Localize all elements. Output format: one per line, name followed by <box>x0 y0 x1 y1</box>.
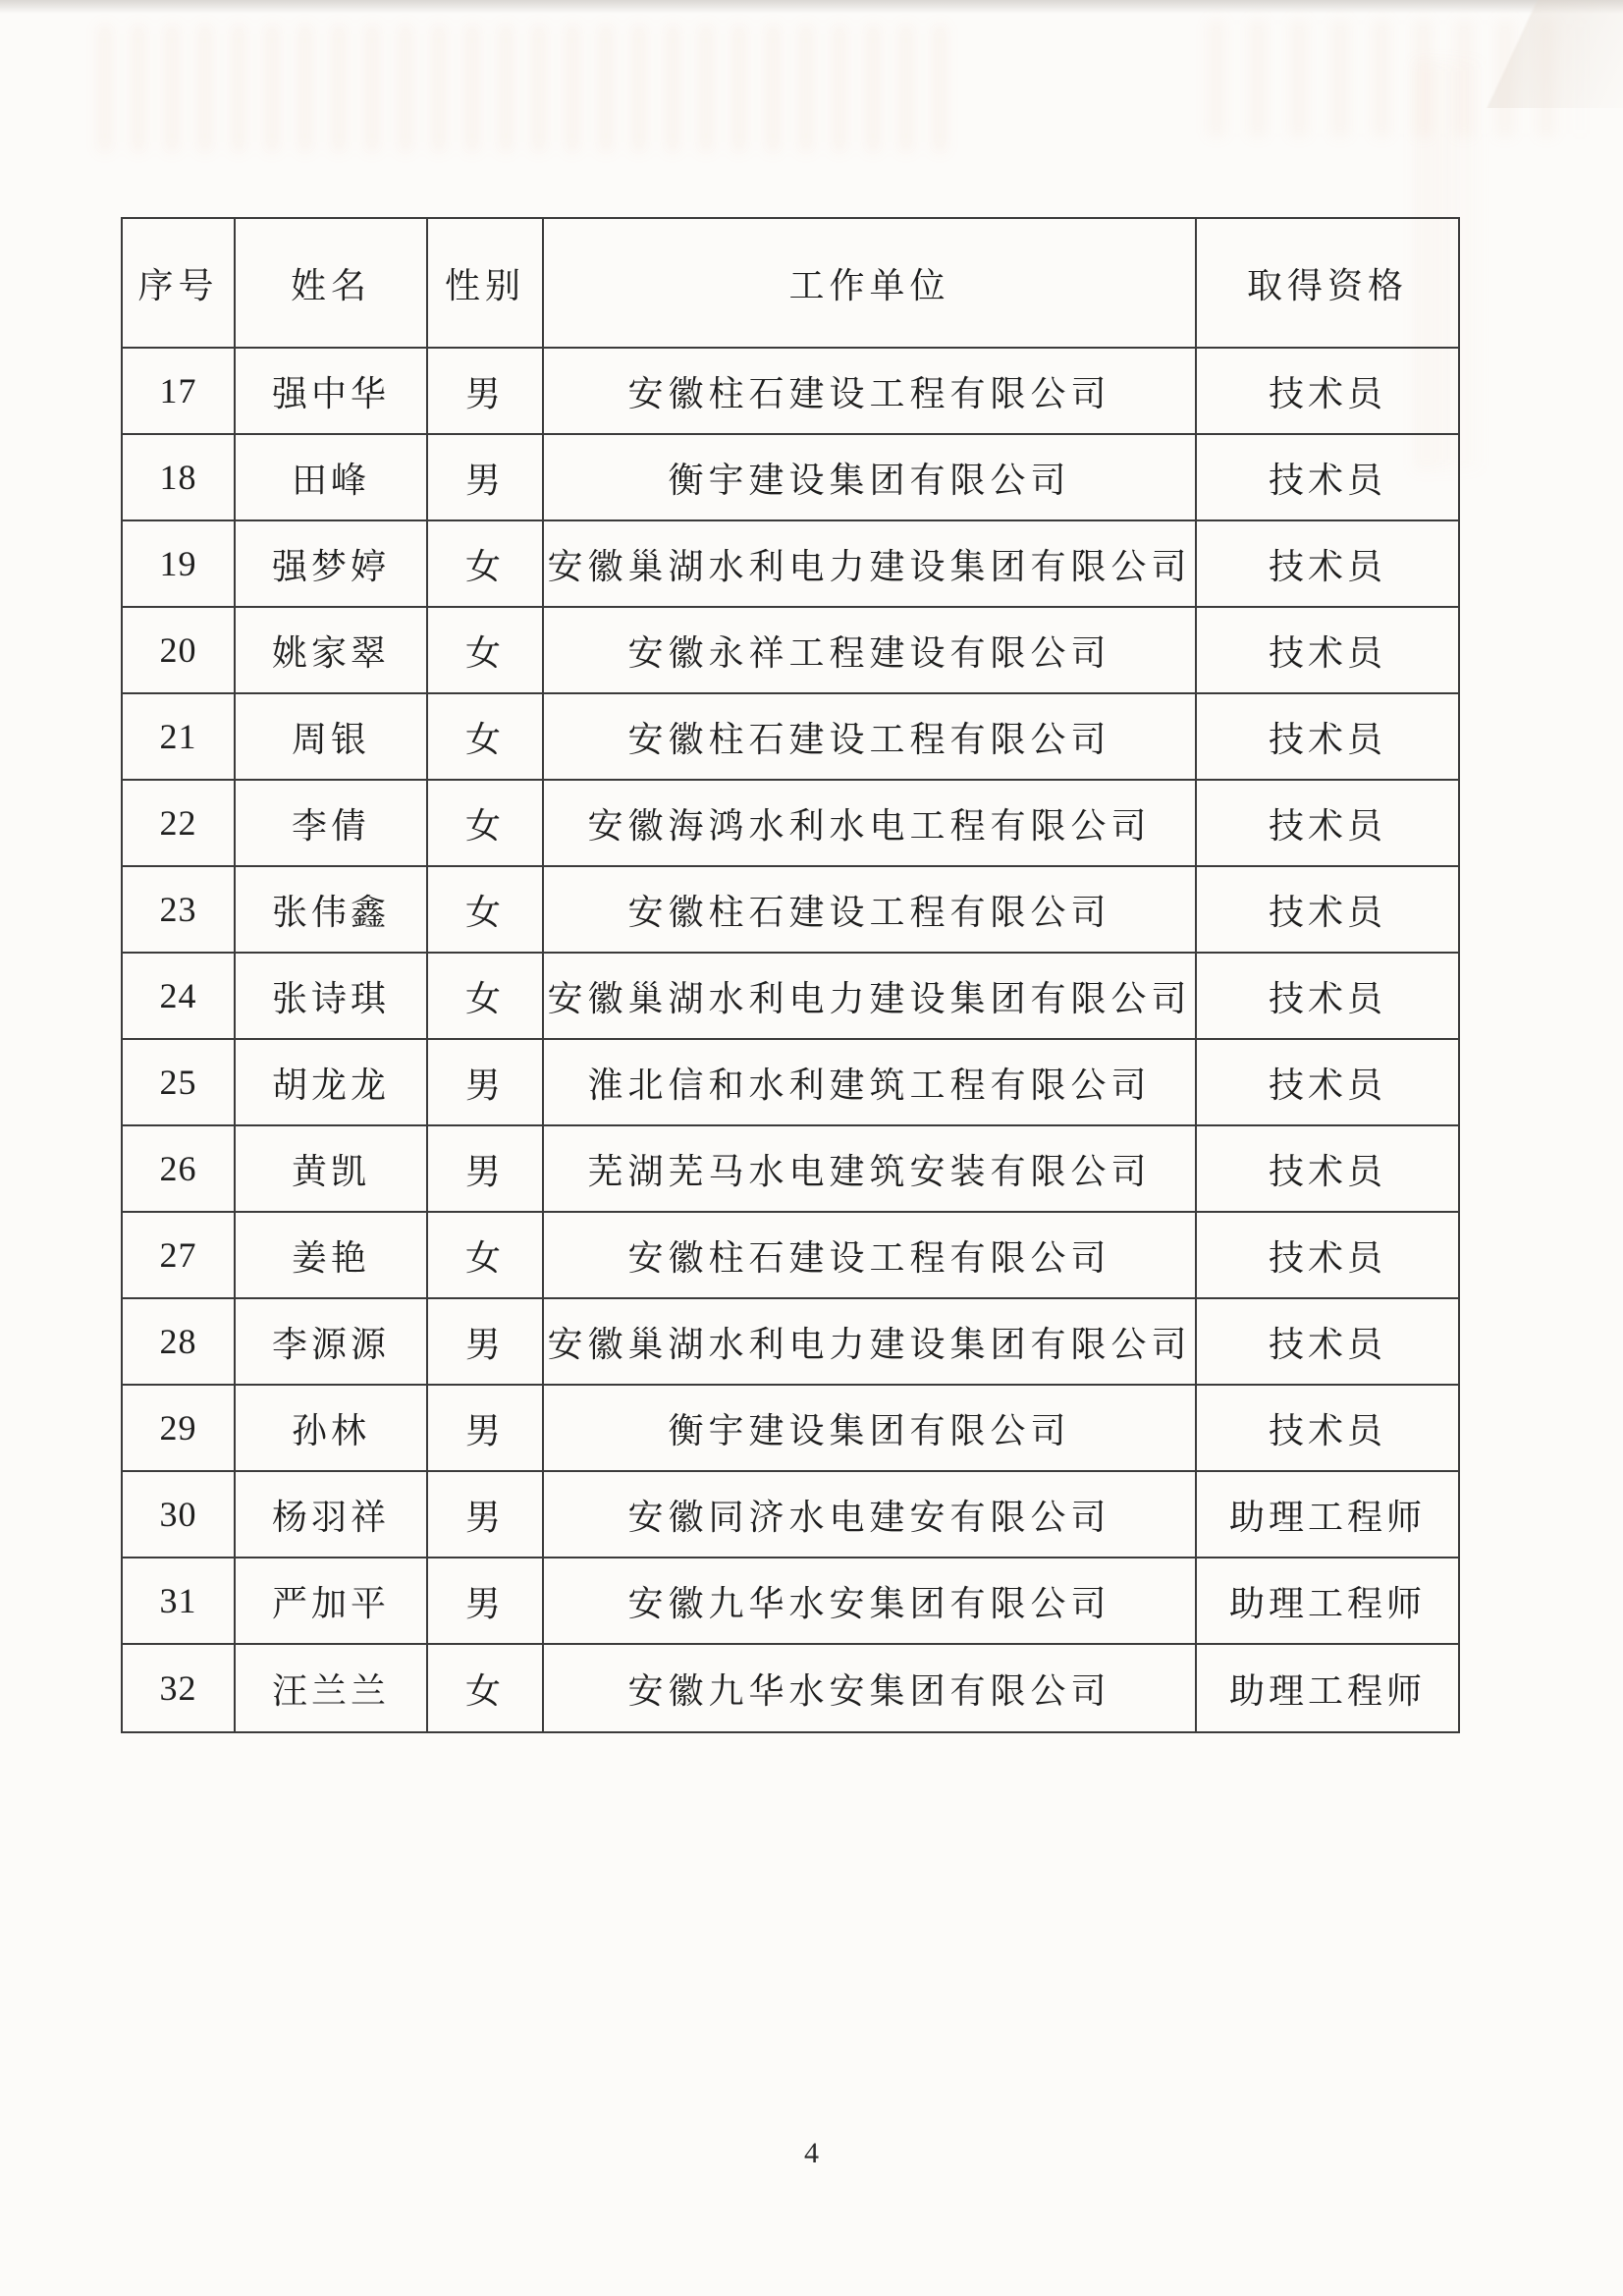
ink-bleedthrough-artifact <box>1208 20 1581 137</box>
table-row <box>123 867 1458 954</box>
cell-qualification: 技术员 <box>1197 781 1458 867</box>
cell-work-unit: 安徽巢湖水利电力建设集团有限公司 <box>544 1299 1197 1386</box>
cell-qualification: 技术员 <box>1197 349 1458 435</box>
cell-gender: 男 <box>428 1299 544 1386</box>
cell-gender: 男 <box>428 1558 544 1645</box>
cell-work-unit: 安徽柱石建设工程有限公司 <box>544 694 1197 781</box>
cell-serial-number: 25 <box>123 1040 236 1126</box>
cell-name: 杨羽祥 <box>236 1472 428 1558</box>
table-row <box>123 781 1458 867</box>
ink-bleedthrough-artifact <box>98 25 962 152</box>
header-serial-number: 序号 <box>123 219 236 349</box>
table-row <box>123 1645 1458 1731</box>
cell-name: 周银 <box>236 694 428 781</box>
cell-gender: 男 <box>428 1126 544 1213</box>
paper-corner-shade <box>1368 0 1623 108</box>
table-row <box>123 1126 1458 1213</box>
cell-name: 李倩 <box>236 781 428 867</box>
page-number: 4 <box>804 2137 819 2169</box>
header-work-unit: 工作单位 <box>544 219 1197 349</box>
cell-work-unit: 安徽海鸿水利水电工程有限公司 <box>544 781 1197 867</box>
cell-qualification: 助理工程师 <box>1228 1670 1426 1711</box>
cell-work-unit: 安徽永祥工程建设有限公司 <box>544 608 1197 694</box>
table-row <box>123 954 1458 1040</box>
cell-work-unit: 安徽九华水安集团有限公司 <box>544 1645 1197 1731</box>
cell-qualification: 技术员 <box>1197 608 1458 694</box>
cell-qualification: 技术员 <box>1197 521 1458 608</box>
cell-qualification: 技术员 <box>1197 867 1458 954</box>
cell-name: 李源源 <box>236 1299 428 1386</box>
cell-work-unit: 安徽九华水安集团有限公司 <box>544 1558 1197 1645</box>
cell-gender: 女 <box>428 781 544 867</box>
table-row <box>123 694 1458 781</box>
table-row <box>123 1386 1458 1472</box>
cell-serial-number: 31 <box>123 1558 236 1645</box>
header-qualification: 取得资格 <box>1197 219 1458 349</box>
table-row <box>123 1558 1458 1645</box>
cell-serial-number: 19 <box>123 521 236 608</box>
cell-serial-number: 23 <box>123 867 236 954</box>
cell-name: 强中华 <box>236 349 428 435</box>
cell-work-unit: 淮北信和水利建筑工程有限公司 <box>544 1040 1197 1126</box>
cell-qualification: 技术员 <box>1197 1040 1458 1126</box>
cell-serial-number: 26 <box>123 1126 236 1213</box>
cell-serial-number: 30 <box>123 1472 236 1558</box>
cell-gender: 女 <box>428 1645 544 1731</box>
cell-serial-number: 32 <box>123 1645 236 1731</box>
qualification-table <box>121 217 1460 1733</box>
cell-name: 强梦婷 <box>236 521 428 608</box>
cell-name: 张诗琪 <box>236 954 428 1040</box>
cell-serial-number: 17 <box>123 349 236 435</box>
cell-gender: 女 <box>428 867 544 954</box>
table-row <box>123 349 1458 435</box>
cell-serial-number: 22 <box>123 781 236 867</box>
scan-edge-shadow <box>0 0 1623 14</box>
cell-work-unit: 衡宇建设集团有限公司 <box>544 435 1197 521</box>
header-name: 姓名 <box>236 219 428 349</box>
cell-serial-number: 24 <box>123 954 236 1040</box>
cell-serial-number: 18 <box>123 435 236 521</box>
cell-work-unit: 安徽柱石建设工程有限公司 <box>544 1213 1197 1299</box>
cell-name: 汪兰兰 <box>236 1645 428 1731</box>
cell-name: 田峰 <box>236 435 428 521</box>
cell-serial-number: 28 <box>123 1299 236 1386</box>
cell-gender: 女 <box>428 954 544 1040</box>
cell-serial-number: 20 <box>123 608 236 694</box>
table-row <box>123 608 1458 694</box>
cell-name: 姚家翠 <box>236 608 428 694</box>
cell-qualification: 技术员 <box>1197 435 1458 521</box>
header-gender: 性别 <box>428 219 544 349</box>
cell-name: 胡龙龙 <box>236 1040 428 1126</box>
cell-gender: 男 <box>428 1386 544 1472</box>
cell-qualification: 技术员 <box>1197 1126 1458 1213</box>
cell-serial-number: 27 <box>123 1213 236 1299</box>
table-body <box>123 349 1458 1731</box>
cell-gender: 男 <box>428 349 544 435</box>
table-row <box>123 435 1458 521</box>
cell-work-unit: 芜湖芜马水电建筑安装有限公司 <box>544 1126 1197 1213</box>
table-header-row <box>123 219 1458 349</box>
cell-name: 黄凯 <box>236 1126 428 1213</box>
cell-qualification: 助理工程师 <box>1197 1472 1458 1558</box>
cell-gender: 女 <box>428 694 544 781</box>
cell-serial-number: 29 <box>123 1386 236 1472</box>
cell-name: 姜艳 <box>236 1213 428 1299</box>
cell-name: 孙林 <box>236 1386 428 1472</box>
cell-work-unit: 安徽同济水电建安有限公司 <box>544 1472 1197 1558</box>
cell-work-unit: 安徽柱石建设工程有限公司 <box>544 349 1197 435</box>
cell-qualification: 技术员 <box>1197 954 1458 1040</box>
cell-serial-number: 21 <box>123 694 236 781</box>
cell-gender: 女 <box>428 1213 544 1299</box>
cell-work-unit: 衡宇建设集团有限公司 <box>544 1386 1197 1472</box>
cell-gender: 男 <box>428 1040 544 1126</box>
cell-qualification: 技术员 <box>1197 1299 1458 1386</box>
table-row <box>123 1472 1458 1558</box>
table-row <box>123 1213 1458 1299</box>
cell-qualification: 技术员 <box>1197 1386 1458 1472</box>
cell-qualification: 技术员 <box>1197 1213 1458 1299</box>
cell-name: 严加平 <box>236 1558 428 1645</box>
cell-name: 张伟鑫 <box>236 867 428 954</box>
cell-gender: 男 <box>428 1472 544 1558</box>
cell-gender: 女 <box>428 521 544 608</box>
cell-qualification: 技术员 <box>1197 694 1458 781</box>
cell-gender: 女 <box>428 608 544 694</box>
cell-qualification: 助理工程师 <box>1197 1558 1458 1645</box>
table-row <box>123 1040 1458 1126</box>
cell-work-unit: 安徽巢湖水利电力建设集团有限公司 <box>544 954 1197 1040</box>
cell-work-unit: 安徽巢湖水利电力建设集团有限公司 <box>544 521 1197 608</box>
cell-work-unit: 安徽柱石建设工程有限公司 <box>544 867 1197 954</box>
cell-gender: 男 <box>428 435 544 521</box>
table-row <box>123 521 1458 608</box>
table-row <box>123 1299 1458 1386</box>
